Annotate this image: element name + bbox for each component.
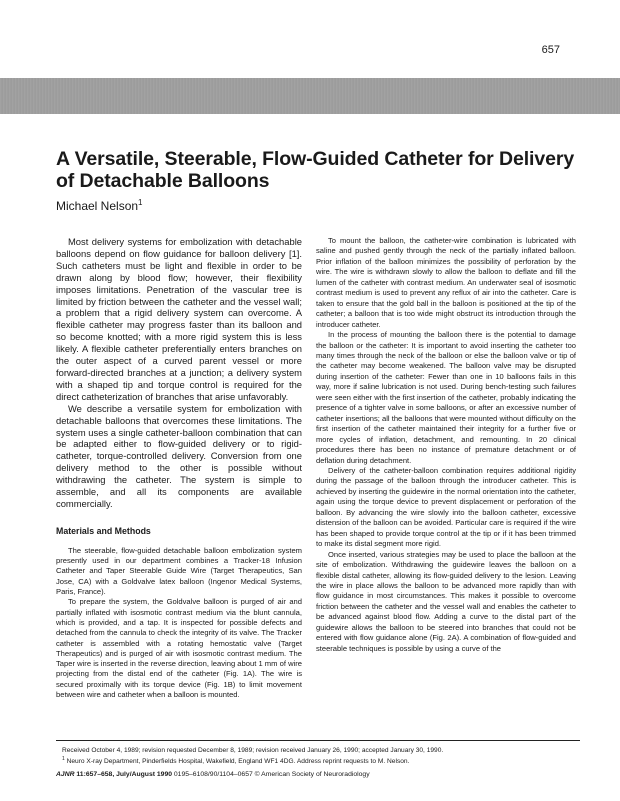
intro-paragraph: We describe a versatile system for embolization with detachable balloons that overcomes these limitations. The system uses a single catheter-balloon combination that can be adapted either to flow-guided delivery or to rigid-catheter, torque-controlled delivery. Conversion from one delivery method to the other is possible without withdrawing the catheter. The system is simple to assemble, and all its components are available commercially. <box>56 402 302 509</box>
affiliation-mark: 1 <box>62 756 65 762</box>
body-paragraph: Once inserted, various strategies may be used to place the balloon at the site of embolization. Withdrawing the guidewire leaves the balloon on a flexible distal catheter, allowing its flow-guided delivery to the lesion. Leaving the wire in place allows the balloon to be advanced more rapidly than with flow guidance in most circumstances. This makes it possible to overcome friction between the catheter and the vessel wall and enables the catheter to be advanced against blood flow. Adding a curve to the distal part of the guidewire allows the balloon to be steered into branches that could not be entered with flow guidance alone (Fig. 2A). A combination of flow-guided and steerable techniques is possible by using a curve of the <box>316 549 576 653</box>
journal-copyright: © American Society of Neuroradiology <box>254 771 370 778</box>
author-line <box>56 198 143 213</box>
header-banner <box>0 78 620 114</box>
body-paragraph: In the process of mounting the balloon there is the potential to damage the balloon or the catheter: It is important to avoid inserting the catheter too many times through the neck of the balloon or else the balloon valve or tip of the catheter may become weakened. The balloon valve may be disrupted during insertion of the catheter: Fewer than one in 10 balloons fails in this way, more if saline lubrication is not used. During bench-testing such failures were seen either with the first insertion of the catheter, probably indicating the presence of a tighter valve in some balloons, or after an excessive number of catheter insertions; all the balloons that were mounted without difficulty on the first insertion of the catheter maintained their integrity for a further five or more cycles of inflation, detachment, and remounting. In 20 clinical procedures there has been no instance of premature detachment or of deflation during detachment. <box>316 330 576 465</box>
article-title: A Versatile, Steerable, Flow-Guided Catheter for Delivery of Detachable Balloons <box>56 148 575 192</box>
affiliation-note <box>62 755 582 766</box>
journal-volume: 11 <box>76 771 84 778</box>
author-name: Michael Nelson <box>56 199 139 213</box>
footnote-divider <box>56 740 580 741</box>
methods-paragraph: The steerable, flow-guided detachable balloon embolization system presently used in our department combines a Tracker-18 Infusion Catheter and Taper Steerable Guide Wire (Target Therapeutics, San Jose, CA) with a Goldvalve latex balloon (Ingenor Medical Systems, Paris, France). <box>56 545 302 597</box>
left-column <box>56 236 302 699</box>
journal-pages: :657–658, July/August 1990 <box>83 771 172 778</box>
author-footnote-mark: 1 <box>138 198 143 207</box>
journal-citation <box>56 771 370 778</box>
right-column <box>316 236 576 684</box>
body-paragraph: Delivery of the catheter-balloon combination requires additional rigidity during the passage of the balloon through the introducer catheter. This is achieved by inserting the guidewire in the normal orientation into the catheter, again using the torque device to prevent displacement or perforation of the balloon. By advancing the wire slowly into the balloon catheter, excessive distension of the balloon can be avoided. Particular care is required if the wire has been shaped to provide torque control at the tip or if it has been trimmed to make its distal segment more rigid. <box>316 465 576 549</box>
footnotes <box>62 746 582 766</box>
affiliation-text: Neuro X-ray Department, Pinderfields Hospital, Wakefield, England WF1 4DG. Address reprint requests to M. Nelson. <box>66 758 410 766</box>
journal-codes: 0195–6108/90/1104–0657 <box>173 771 253 778</box>
page-number: 657 <box>541 44 560 56</box>
received-dates: Received October 4, 1989; revision requested December 8, 1989; revision received January 26, 1990; accepted January 30, 1990. <box>62 747 444 754</box>
intro-paragraph: Most delivery systems for embolization with detachable balloons depend on flow guidance for balloon delivery [1]. Such catheters must be light and flexible in order to be drawn along by blood flow; however, their flexibility imposes limitations. Penetration of the vascular tree is limited by friction between the catheter and the vessel wall; a problem that a rigid delivery system can overcome. A flexible catheter may progress faster than its balloon and so become knotted; with a more rigid system this is less likely. A flexible catheter preferentially enters branches on the outer aspect of a curved parent vessel or more forward-directed branches at a junction; a delivery system with a shaped tip and torque control is required for the direct catheterization of branches that arise unfavorably. <box>56 236 302 402</box>
methods-paragraph: To prepare the system, the Goldvalve balloon is purged of air and partially inflated with isosmotic contrast medium via the blunt cannula, which is provided, and a tap. It is inspected for possible defects and detached from the cannula to check the integrity of its valve. The Tracker catheter is assembled with a rotating hemostatic valve (Target Therapeutics) and is purged of air with isosmotic contrast medium. The Taper wire is inserted in the reverse direction, leaving about 1 mm of wire projecting from the distal end of the catheter (Fig. 1A). The wire is secured proximally with its torque device (Fig. 1B) to limit movement between wire and catheter when a balloon is mounted. <box>56 597 302 699</box>
section-heading-materials-methods: Materials and Methods <box>56 525 151 536</box>
journal-name: AJNR <box>56 771 75 778</box>
body-paragraph: To mount the balloon, the catheter-wire combination is lubricated with saline and pushed gently through the neck of the partially inflated balloon. Prior inflation of the balloon minimizes the possibility of perforation by the wire. The wire is withdrawn slowly to allow the balloon to deflate and fill the lumen of the catheter with contrast medium. An underwater seal of isosmotic contrast medium is used to prevent any reflux of air into the catheter. Care is taken to ensure that the gold ball in the balloon is positioned at the tip of the catheter; a balloon that is too wide might obstruct its introduction through the introducer catheter. <box>316 236 576 329</box>
